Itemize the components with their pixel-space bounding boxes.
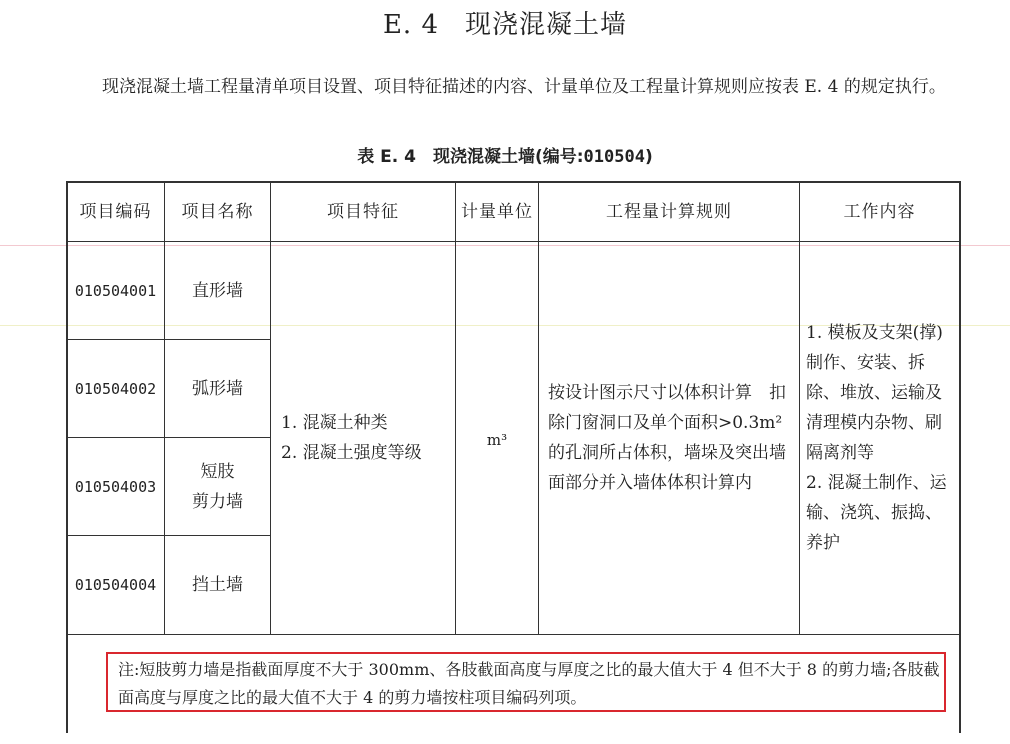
- header-features: 项目特征: [327, 201, 399, 222]
- note-divider: [66, 634, 961, 635]
- work-item: 1. 模板及支架(撑)制作、安装、拆除、堆放、运输及清理模内杂物、刷隔离剂等: [806, 323, 943, 463]
- row-name: 挡土墙: [192, 575, 243, 595]
- row-code: 010504004: [74, 576, 157, 594]
- unit-cell: m³: [486, 431, 508, 449]
- header-work: 工作内容: [843, 201, 916, 222]
- section-title: [0, 4, 1010, 41]
- row-name: 直形墙: [192, 280, 243, 301]
- header-code: 项目编码: [79, 201, 152, 222]
- row-code: 010504001: [74, 281, 157, 300]
- row-code: 010504003: [74, 477, 157, 496]
- table-caption: 表 E. 4 现浇混凝土墙(编号:010504): [357, 147, 653, 167]
- col-divider: [538, 181, 539, 635]
- row-name: 弧形墙: [192, 378, 243, 399]
- rule-text: 按设计图示尺寸以体积计算 扣除门窗洞口及单个面积>0.3m² 的孔洞所占体积，墙垛及突出墙面部分并入墙体体积计算内: [548, 383, 786, 493]
- row-code: 010504002: [74, 379, 157, 398]
- header-unit: 计量单位: [461, 201, 533, 222]
- section-number: E. 4: [382, 10, 440, 40]
- note-box: 注:短肢剪力墙是指截面厚度不大于 300mm、各肢截面高度与厚度之比的最大值大于 4 但不大于 8 的剪力墙;各肢截面高度与厚度之比的最大值不大于 4 的剪力墙按柱项目编码列项。: [106, 652, 946, 712]
- header-rule: 工程量计算规则: [606, 201, 732, 222]
- section-heading: 现浇混凝土墙: [465, 10, 628, 40]
- feature-item: 2. 混凝土强度等级: [281, 443, 422, 463]
- col-divider: [799, 181, 800, 635]
- features-cell: [271, 242, 455, 634]
- intro-paragraph: 现浇混凝土墙工程量清单项目设置、项目特征描述的内容、计量单位及工程量计算规则应按表 E. 4 的规定执行。: [102, 77, 946, 97]
- table-right-border: [959, 181, 961, 733]
- rule-cell: [548, 242, 790, 634]
- feature-item: 1. 混凝土种类: [281, 413, 388, 433]
- header-name: 项目名称: [181, 201, 254, 222]
- work-item: 2. 混凝土制作、运输、浇筑、振捣、养护: [806, 473, 947, 553]
- work-cell: [806, 242, 954, 634]
- row-name: 短肢 剪力墙: [192, 461, 243, 512]
